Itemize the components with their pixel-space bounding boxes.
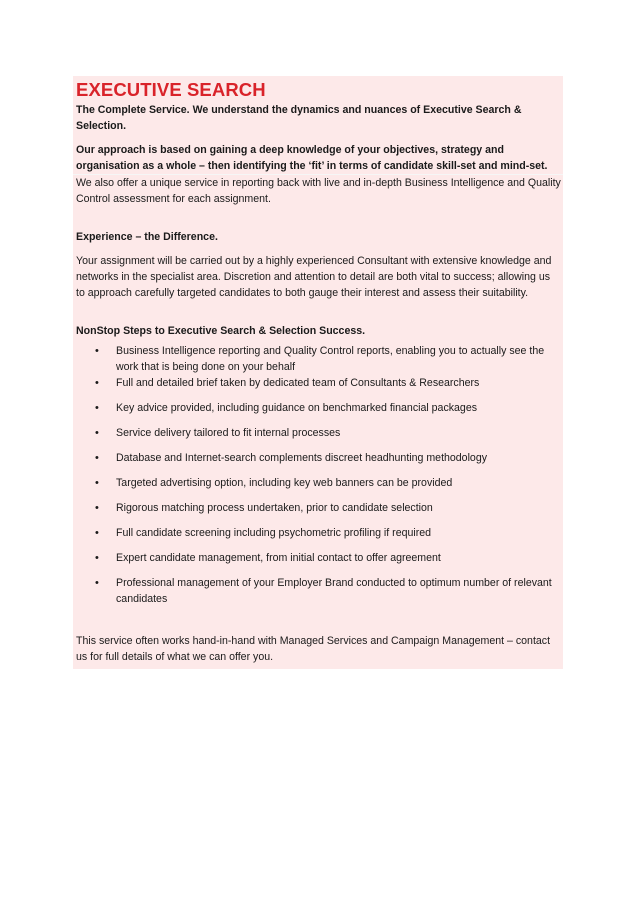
intro-bold-paragraph-2: Our approach is based on gaining a deep knowledge of your objectives, strategy and organisation as a whole – then identifying the ‘fit’ in terms of candidate skill-set and mind-set. <box>76 144 548 172</box>
bullet-icon: • <box>95 427 99 439</box>
list-item: • Rigorous matching process undertaken, prior to candidate selection <box>95 502 433 514</box>
list-item: • Full candidate screening including psychometric profiling if required <box>95 527 432 539</box>
bullet-icon: • <box>95 552 99 564</box>
experience-paragraph: Your assignment will be carried out by a highly experienced Consultant with extensive knowledge and networks in the specialist area. Discretion and attention to detail are both vital to success; allowing us to approach carefully targeted candidates to both gauge their interest and assess their suitability. <box>76 255 552 299</box>
intro-paragraph: We also offer a unique service in reporting back with live and in-depth Business Intelligence and Quality Control assessment for each assignment. <box>76 177 561 205</box>
bullet-icon: • <box>95 452 99 464</box>
list-item: • Database and Internet-search complements discreet headhunting methodology <box>95 452 488 464</box>
bullet-icon: • <box>95 577 99 589</box>
closing-paragraph: This service often works hand-in-hand with Managed Services and Campaign Management – contact us for full details of what we can offer you. <box>76 635 551 663</box>
bullet-icon: • <box>95 502 99 514</box>
list-item: • Key advice provided, including guidance on benchmarked financial packages <box>95 402 478 414</box>
page-title: EXECUTIVE SEARCH <box>76 79 266 100</box>
bullet-icon: • <box>95 477 99 489</box>
steps-list <box>76 343 561 607</box>
bullet-icon: • <box>95 402 99 414</box>
intro-bold-paragraph-1: The Complete Service. We understand the dynamics and nuances of Executive Search & Selection. <box>76 104 522 132</box>
steps-heading: NonStop Steps to Executive Search & Selection Success. <box>76 325 366 337</box>
list-item: • Service delivery tailored to fit internal processes <box>95 427 341 439</box>
experience-heading: Experience – the Difference. <box>76 231 218 243</box>
list-item: • Professional management of your Employer Brand conducted to optimum number of relevant candidates <box>95 577 552 605</box>
bullet-icon: • <box>95 377 99 389</box>
bullet-icon: • <box>95 345 99 357</box>
list-item: • Expert candidate management, from initial contact to offer agreement <box>95 552 441 564</box>
bullet-icon: • <box>95 527 99 539</box>
content-panel <box>73 76 563 669</box>
list-item: • Targeted advertising option, including key web banners can be provided <box>95 477 453 489</box>
list-item: • Business Intelligence reporting and Quality Control reports, enabling you to actually see the work that is being done on your behalf <box>95 345 545 373</box>
list-item: • Full and detailed brief taken by dedicated team of Consultants & Researchers <box>95 377 480 389</box>
